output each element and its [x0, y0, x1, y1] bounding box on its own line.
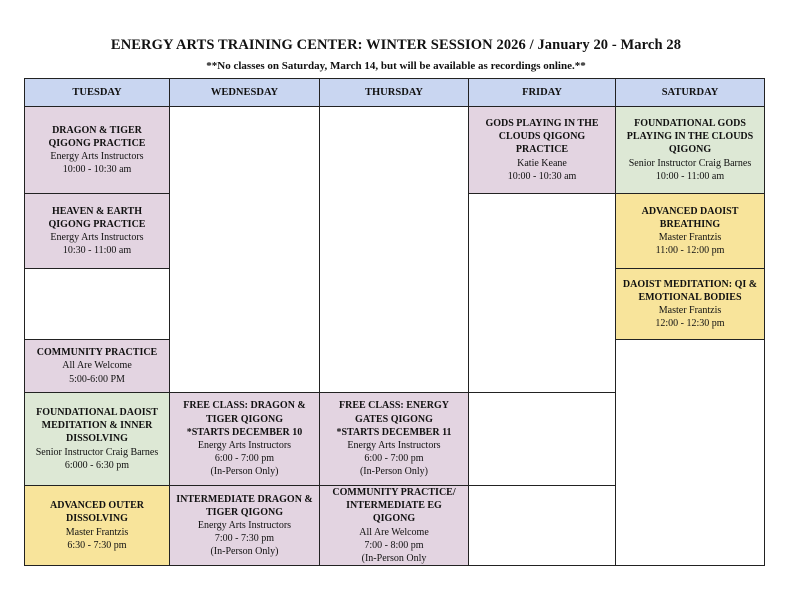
class-title: FOUNDATIONAL DAOIST MEDITATION & INNER DISSOLVING: [36, 407, 158, 445]
empty-slot: [468, 193, 616, 393]
class-block-tue-foundational-daoist: [24, 392, 170, 486]
class-format: (In-Person Only): [359, 466, 429, 478]
class-time: 12:00 - 12:30 pm: [655, 318, 725, 330]
empty-slot: [24, 268, 170, 340]
class-note: *STARTS DECEMBER 11: [336, 426, 452, 438]
class-instructor: Senior Instructor Craig Barnes: [628, 157, 752, 169]
class-block-wed-intermediate: [169, 485, 320, 566]
class-format: (In-Person Only): [210, 546, 279, 558]
class-instructor: Energy Arts Instructors: [197, 440, 292, 451]
class-time: 6:00 - 7:00 pm: [364, 453, 424, 465]
class-time: 10:00 - 10:30 am: [62, 164, 132, 176]
class-title: ADVANCED OUTER DISSOLVING: [50, 500, 144, 525]
class-block-fri-gods-playing: [468, 106, 616, 194]
empty-slot: [468, 485, 616, 566]
header-tuesday: TUESDAY: [24, 78, 170, 107]
class-time: 10:00 - 11:00 am: [655, 170, 725, 182]
class-instructor: Senior Instructor Craig Barnes: [35, 446, 159, 458]
class-title: DRAGON & TIGER QIGONG PRACTICE: [48, 124, 146, 149]
page-title: ENERGY ARTS TRAINING CENTER: WINTER SESSION 2026 / January 20 - March 28: [110, 37, 682, 53]
class-title: ADVANCED DAOIST BREATHING: [641, 205, 739, 230]
header-wednesday: WEDNESDAY: [169, 78, 320, 107]
class-instructor: All Are Welcome: [62, 360, 132, 372]
class-time: 11:00 - 12:00 pm: [655, 245, 725, 257]
class-block-sat-advanced-breathing: [615, 193, 765, 269]
empty-slot: [615, 339, 765, 566]
header-thursday: THURSDAY: [319, 78, 469, 107]
class-time: 6:30 - 7:30 pm: [67, 539, 127, 551]
class-title: INTERMEDIATE DRAGON & TIGER QIGONG: [176, 493, 313, 518]
empty-slot: [468, 392, 616, 486]
header-friday: FRIDAY: [468, 78, 616, 107]
class-title: COMMUNITY PRACTICE/ INTERMEDIATE EG QIGONG: [332, 486, 456, 525]
class-title: HEAVEN & EARTH QIGONG PRACTICE: [48, 205, 146, 230]
header-saturday: SATURDAY: [615, 78, 765, 107]
class-block-thu-free-energy-gates: [319, 392, 469, 486]
class-block-sat-daoist-meditation: [615, 268, 765, 340]
class-title: GODS PLAYING IN THE CLOUDS QIGONG PRACTICE: [485, 118, 599, 156]
class-block-thu-community-eg: [319, 485, 469, 566]
class-title: FOUNDATIONAL GODS PLAYING IN THE CLOUDS QIGONG: [626, 118, 754, 156]
class-block-tue-dragon-tiger: [24, 106, 170, 194]
class-title: FREE CLASS: DRAGON & TIGER QIGONG: [183, 400, 306, 425]
class-instructor: All Are Welcome: [359, 526, 429, 538]
class-format: (In-Person Only: [361, 552, 427, 564]
class-time: 10:30 - 11:00 am: [62, 245, 132, 257]
class-instructor: Energy Arts Instructors: [347, 440, 441, 451]
class-block-wed-free-dragon-tiger: [169, 392, 320, 486]
class-time: 5:00-6:00 PM: [69, 373, 125, 385]
class-time: 7:00 - 7:30 pm: [214, 533, 275, 545]
class-block-tue-community: [24, 339, 170, 393]
page-subtitle: **No classes on Saturday, March 14, but will be available as recordings online.**: [206, 60, 586, 72]
class-block-tue-heaven-earth: [24, 193, 170, 269]
class-instructor: Energy Arts Instructors: [50, 232, 144, 243]
class-instructor: Energy Arts Instructors: [50, 151, 144, 162]
class-format: (In-Person Only): [210, 466, 279, 478]
class-title: DAOIST MEDITATION: QI & EMOTIONAL BODIES: [622, 278, 758, 303]
class-block-tue-advanced-outer: [24, 485, 170, 566]
class-title: FREE CLASS: ENERGY GATES QIGONG: [338, 400, 450, 425]
class-title: COMMUNITY PRACTICE: [36, 347, 158, 359]
class-instructor: Master Frantzis: [658, 305, 722, 316]
empty-slot: [169, 106, 320, 393]
class-time: 6:00 - 7:00 pm: [214, 453, 275, 465]
class-instructor: Master Frantzis: [658, 232, 722, 243]
class-time: 7:00 - 8:00 pm: [364, 539, 424, 551]
class-instructor: Katie Keane: [517, 157, 567, 169]
class-time: 6:000 - 6:30 pm: [64, 459, 130, 471]
class-note: *STARTS DECEMBER 10: [186, 426, 303, 438]
class-block-sat-foundational-gods: [615, 106, 765, 194]
empty-slot: [319, 106, 469, 393]
class-instructor: Energy Arts Instructors: [197, 519, 292, 531]
class-time: 10:00 - 10:30 am: [507, 170, 577, 182]
class-instructor: Master Frantzis: [65, 526, 129, 538]
